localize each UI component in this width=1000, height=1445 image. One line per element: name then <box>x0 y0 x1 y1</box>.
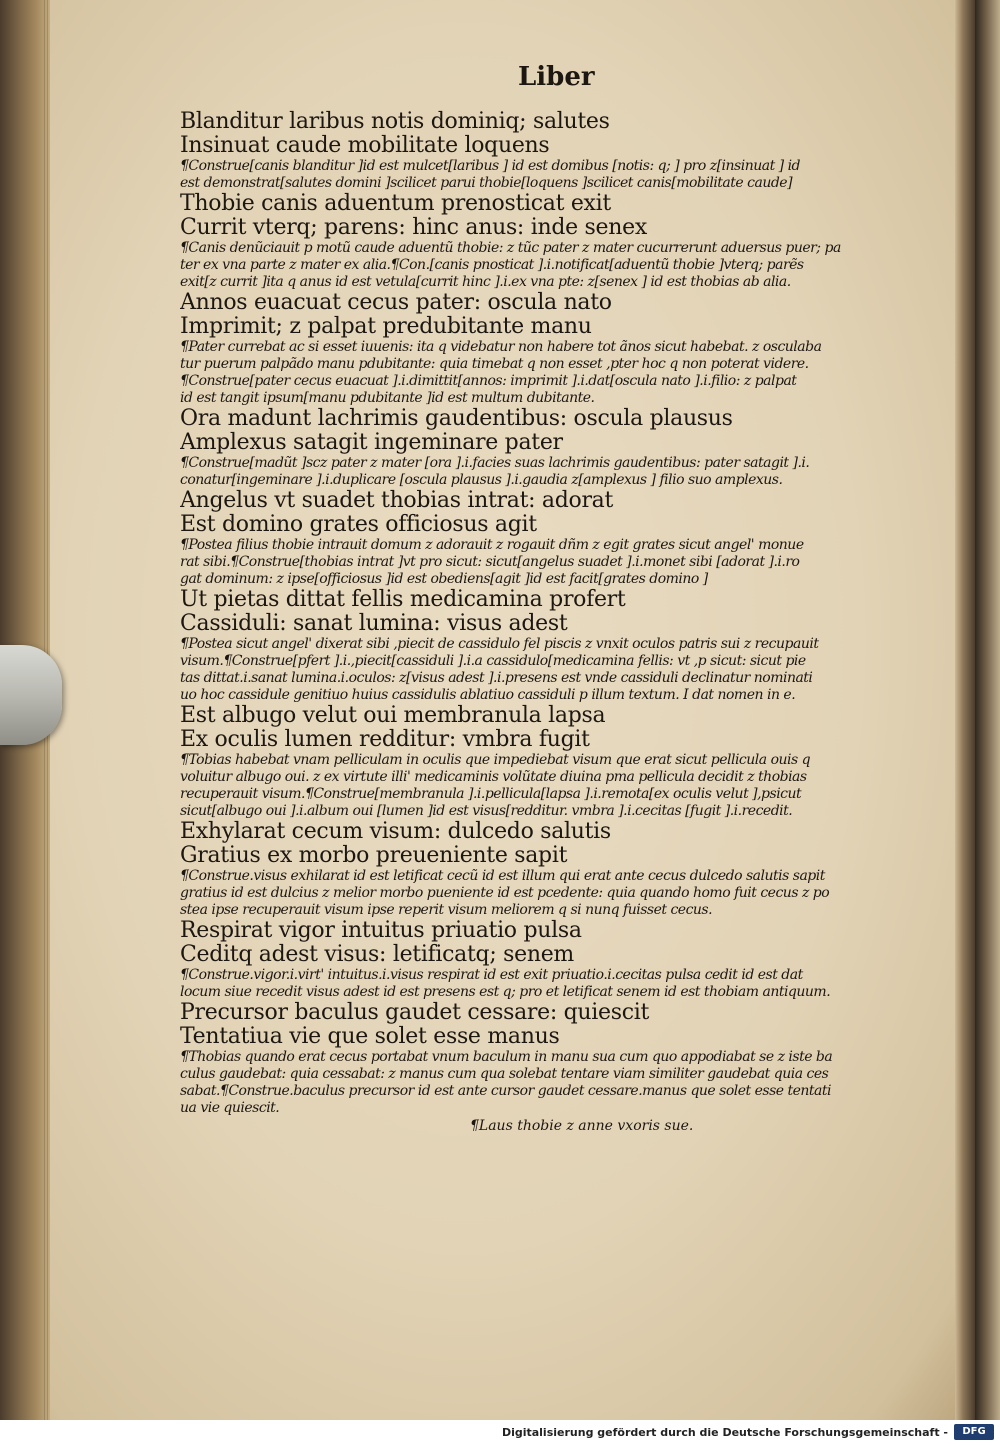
gloss-line: exit[z currit ]ita q anus id est vetula[currit hinc ].i.ex vna pte: z[senex ] id est thobias ab alia. <box>180 274 791 290</box>
gloss-line: ¶Thobias quando erat cecus portabat vnum baculum in manu sua cum quo appodiabat se z iste ba <box>180 1049 833 1065</box>
gloss-line: ¶Postea filius thobie intrauit domum z adorauit z rogauit dñm z egit grates sicut angel' monue <box>180 537 804 553</box>
gloss-line: ¶Construe[pater cecus euacuat ].i.dimittit[annos: imprimit ].i.dat[oscula nato ].i.filio: z palpat <box>180 373 797 389</box>
verse-line: Blanditur laribus notis dominiq; salutes <box>180 110 610 134</box>
verse-line: Angelus vt suadet thobias intrat: adorat <box>180 489 614 513</box>
gloss-line: conatur[ingeminare ].i.duplicare [oscula plausus ].i.gaudia z[amplexus ] filio suo amplexus. <box>180 472 783 488</box>
book-gutter <box>955 0 975 1420</box>
gloss-line: tas dittat.i.sanat lumina.i.oculos: z[visus adest ].i.presens est vnde cassiduli declinatur nominati <box>180 670 813 686</box>
closing-line: ¶Laus thobie z anne vxoris sue. <box>470 1118 694 1134</box>
verse-line: Respirat vigor intuitus priuatio pulsa <box>180 919 582 943</box>
verse-line: Est albugo velut oui membranula lapsa <box>180 704 606 728</box>
gloss-line: ¶Postea sicut angel' dixerat sibi ,piecit de cassidulo fel piscis z vnxit oculos patris sui z recupauit <box>180 636 819 652</box>
gloss-line: culus gaudebat: quia cessabat: z manus cum qua solebat tentare viam similiter gaudebat quia ces <box>180 1066 829 1082</box>
verse-line: Tentatiua vie que solet esse manus <box>180 1025 560 1049</box>
gloss-line: visum.¶Construe[pfert ].i.,piecit[cassiduli ].i.a cassidulo[medicamina fellis: vt ,p sicut: sicut pie <box>180 653 806 669</box>
gloss-line: ¶Canis denũciauit p motũ caude aduentũ thobie: z tũc pater z mater cucurrerunt aduersus puer; pa <box>180 240 841 256</box>
running-head: Liber <box>518 62 595 92</box>
verse-line: Annos euacuat cecus pater: oscula nato <box>180 291 612 315</box>
footer-credit: Digitalisierung gefördert durch die Deutsche Forschungsgemeinschaft - <box>501 1426 948 1439</box>
gloss-line: est demonstrat[salutes domini ]scilicet parui thobie[loquens ]scilicet canis[mobilitate caude] <box>180 175 793 191</box>
facing-page-edge <box>975 0 1000 1420</box>
gloss-line: stea ipse recuperauit visum ipse reperit visum meliorem q si nunq fuisset cecus. <box>180 902 713 918</box>
gloss-line: locum siue recedit visus adest id est presens est q; pro et letificat senem id est thobiam antiquum. <box>180 984 831 1000</box>
verse-line: Currit vterq; parens: hinc anus: inde senex <box>180 216 647 240</box>
verse-line: Amplexus satagit ingeminare pater <box>180 431 563 455</box>
gloss-line: gratius id est dulcius z melior morbo pueniente id est pcedente: quia quando homo fuit cecus z po <box>180 885 830 901</box>
footer-bar <box>0 1420 1000 1445</box>
text-block <box>180 60 940 1135</box>
gloss-line: sabat.¶Construe.baculus precursor id est ante cursor gaudet cessare.manus que solet esse tentati <box>180 1083 832 1099</box>
gloss-line: sicut[albugo oui ].i.album oui [lumen ]id est visus[redditur. vmbra ].i.cecitas [fugit ].i.recedit. <box>180 803 793 819</box>
verse-line: Ceditq adest visus: letificatq; senem <box>180 943 574 967</box>
gloss-line: recuperauit visum.¶Construe[membranula ].i.pellicula[lapsa ].i.remota[ex oculis velut ],psicut <box>180 786 802 802</box>
gloss-line: ua vie quiescit. <box>180 1100 280 1116</box>
verse-line: Exhylarat cecum visum: dulcedo salutis <box>180 820 611 844</box>
verse-line: Precursor baculus gaudet cessare: quiescit <box>180 1001 650 1025</box>
gloss-line: tur puerum palpãdo manu pdubitante: quia timebat q non esset ,pter hoc q non poterat videre. <box>180 356 809 372</box>
verse-line: Imprimit; z palpat predubitante manu <box>180 315 592 339</box>
gloss-line: uo hoc cassidule genitiuo huius cassidulis ablatiuo cassiduli p illum textum. I dat nomen in e. <box>180 687 796 703</box>
gloss-line: ¶Tobias habebat vnam pelliculam in oculis que impediebat visum que erat sicut pellicula ouis q <box>180 752 811 768</box>
verse-line: Cassiduli: sanat lumina: visus adest <box>180 612 568 636</box>
verse-line: Est domino grates officiosus agit <box>180 513 537 537</box>
gloss-line: voluitur albugo oui. z ex virtute illi' medicaminis volũtate diuina pma pellicula decidit z thobias <box>180 769 807 785</box>
gloss-line: gat dominum: z ipse[officiosus ]id est obediens[agit ]id est facit[grates domino ] <box>180 571 708 587</box>
verse-line: Ora madunt lachrimis gaudentibus: oscula plausus <box>180 407 733 431</box>
verse-line: Insinuat caude mobilitate loquens <box>180 134 550 158</box>
dfg-logo-icon: DFG <box>954 1424 994 1440</box>
gloss-line: ¶Construe.vigor.i.virt' intuitus.i.visus respirat id est exit priuatio.i.cecitas pulsa cedit id est dat <box>180 967 803 983</box>
verse-line: Gratius ex morbo preueniente sapit <box>180 844 568 868</box>
page-clip <box>0 645 62 745</box>
verse-line: Ut pietas dittat fellis medicamina profert <box>180 588 626 612</box>
gloss-line: rat sibi.¶Construe[thobias intrat ]vt pro sicut: sicut[angelus suadet ].i.monet sibi [adorat ].i.ro <box>180 554 800 570</box>
gloss-line: ¶Construe.visus exhilarat id est letificat cecũ id est illum qui erat ante cecus dulcedo salutis sapit <box>180 868 825 884</box>
verse-line: Thobie canis aduentum prenosticat exit <box>180 192 611 216</box>
verse-line: Ex oculis lumen redditur: vmbra fugit <box>180 728 590 752</box>
gloss-line: ¶Pater currebat ac si esset iuuenis: ita q videbatur non habere tot ãnos sicut habebat. z osculaba <box>180 339 822 355</box>
gloss-line: ¶Construe[madũt ]scz pater z mater [ora ].i.facies suas lachrimis gaudentibus: pater satagit ].i. <box>180 455 810 471</box>
gloss-line: ter ex vna parte z mater ex alia.¶Con.[canis pnosticat ].i.notificat[aduentũ thobie ]vterq; parẽs <box>180 257 804 273</box>
gloss-line: id est tangit ipsum[manu pdubitante ]id est multum dubitante. <box>180 390 595 406</box>
gloss-line: ¶Construe[canis blanditur ]id est mulcet[laribus ] id est domibus [notis: q; ] pro z[insinuat ] id <box>180 158 801 174</box>
